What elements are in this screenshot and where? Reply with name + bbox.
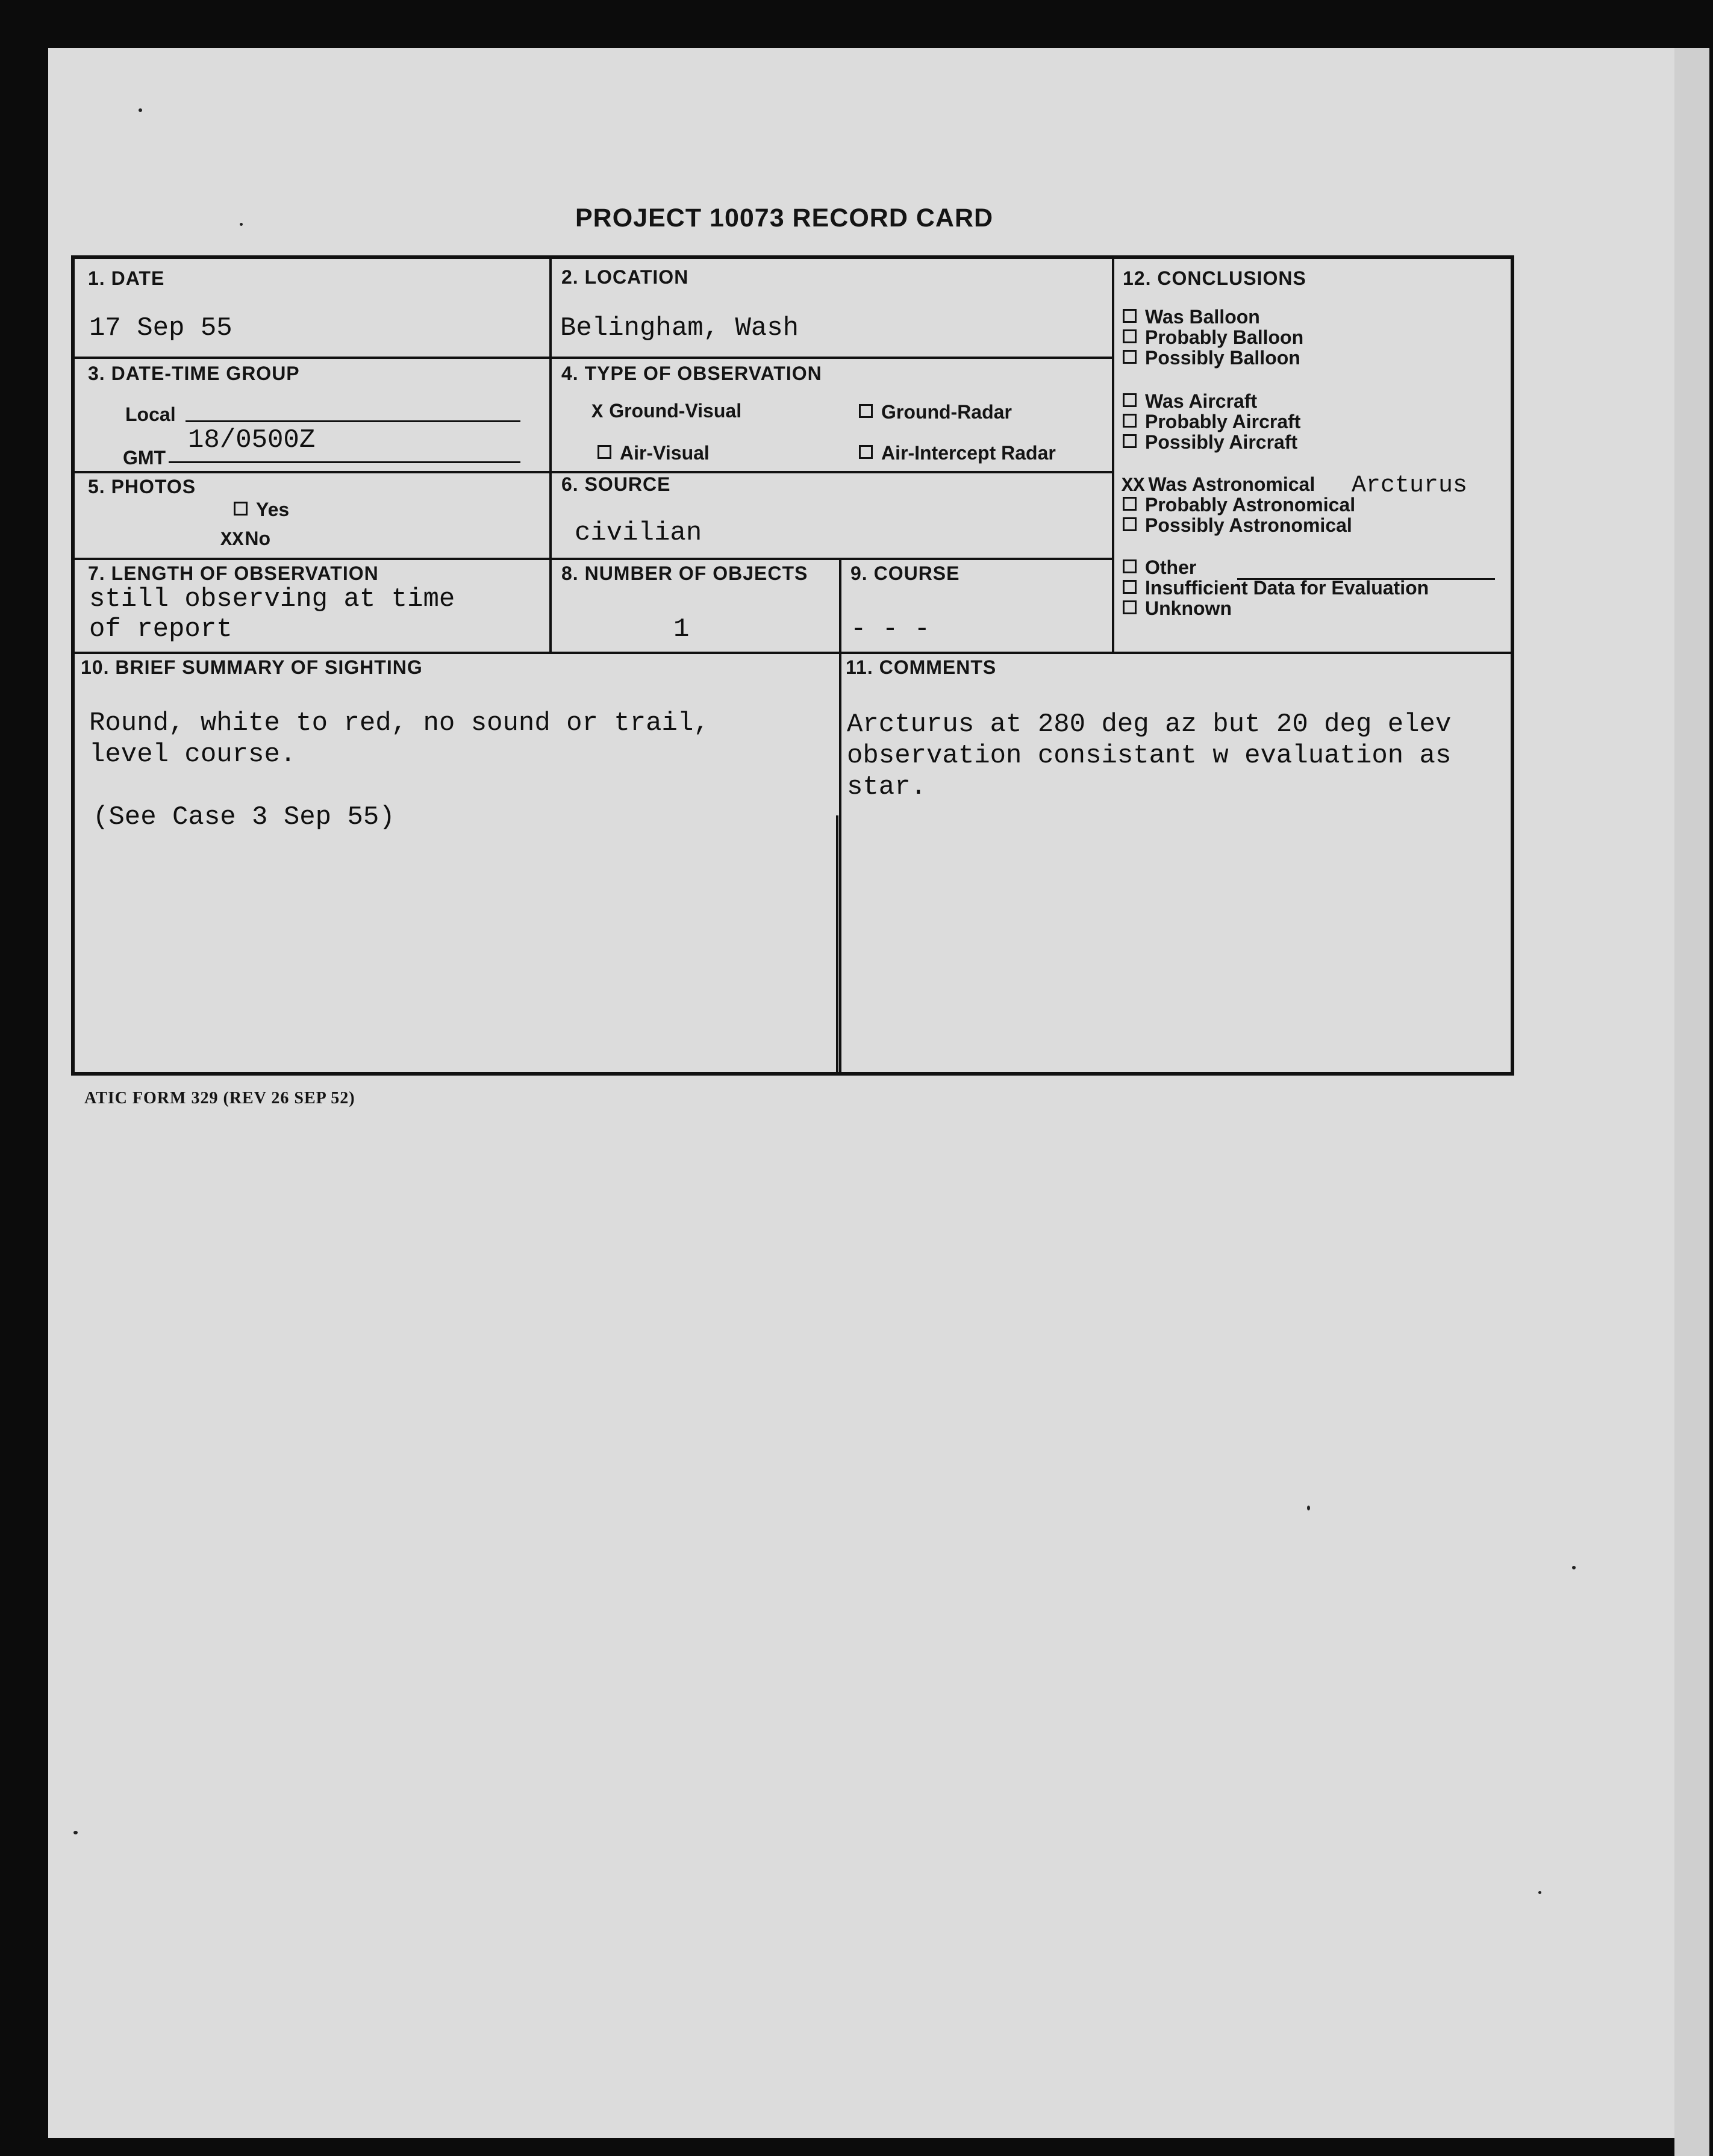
astronomical-value: Arcturus <box>1352 472 1468 499</box>
was-aircraft-checkbox <box>1123 393 1137 407</box>
air-visual-checkbox <box>598 445 611 459</box>
source-label: 6. SOURCE <box>561 473 671 495</box>
possibly-balloon-option <box>1123 347 1300 369</box>
local-label: Local <box>125 403 176 425</box>
unknown-option <box>1123 597 1232 620</box>
paper-edge <box>1674 48 1709 2156</box>
conclusions-label: 12. CONCLUSIONS <box>1123 267 1306 289</box>
air-visual-text: Air-Visual <box>620 442 710 464</box>
photos-no-checkmark: XX <box>220 529 244 551</box>
length-label: 7. LENGTH OF OBSERVATION <box>88 562 379 584</box>
was-astronomical-checkmark: XX <box>1122 475 1145 497</box>
insufficient-data-text: Insufficient Data for Evaluation <box>1145 577 1429 599</box>
unknown-text: Unknown <box>1145 597 1232 619</box>
air-visual-option <box>598 442 710 464</box>
divider-h-1 <box>75 357 1113 359</box>
record-card-form <box>71 255 1514 1076</box>
other-text: Other <box>1145 556 1197 578</box>
local-line <box>186 420 520 422</box>
possibly-aircraft-option <box>1123 431 1297 453</box>
film-speck <box>139 108 142 112</box>
probably-astronomical-text: Probably Astronomical <box>1145 494 1356 516</box>
comments-label: 11. COMMENTS <box>846 656 997 678</box>
probably-aircraft-checkbox <box>1123 414 1137 428</box>
probably-balloon-option <box>1123 326 1303 349</box>
form-footer: ATIC FORM 329 (REV 26 SEP 52) <box>84 1089 355 1108</box>
comments-line-1: Arcturus at 280 deg az but 20 deg elev <box>847 709 1452 740</box>
film-speck <box>240 223 243 226</box>
course-label: 9. COURSE <box>850 562 960 584</box>
photos-no-text: No <box>245 528 271 549</box>
summary-label: 10. BRIEF SUMMARY OF SIGHTING <box>81 656 423 678</box>
other-option <box>1123 556 1196 579</box>
number-of-objects-label: 8. NUMBER OF OBJECTS <box>561 562 808 584</box>
length-line-1: still observing at time <box>89 584 455 614</box>
possibly-aircraft-checkbox <box>1123 434 1137 448</box>
divider-v-3 <box>839 560 841 1076</box>
summary-line-2: level course. <box>89 740 296 770</box>
probably-aircraft-text: Probably Aircraft <box>1145 411 1301 432</box>
date-label: 1. DATE <box>88 267 165 289</box>
was-balloon-text: Was Balloon <box>1145 306 1260 328</box>
was-balloon-option <box>1123 306 1260 328</box>
number-of-objects-value: 1 <box>673 614 690 644</box>
summary-line-1: Round, white to red, no sound or trail, <box>89 708 710 738</box>
was-aircraft-option <box>1123 390 1257 413</box>
divider-v-2 <box>1112 259 1114 652</box>
summary-line-3: (See Case 3 Sep 55) <box>93 802 395 832</box>
divider-h-3 <box>75 558 1113 560</box>
air-intercept-radar-text: Air-Intercept Radar <box>881 442 1056 464</box>
was-astronomical-text: Was Astronomical <box>1148 473 1315 495</box>
date-time-group-label: 3. DATE-TIME GROUP <box>88 363 300 384</box>
ground-radar-option <box>859 401 1012 423</box>
film-speck <box>73 1831 78 1834</box>
possibly-aircraft-text: Possibly Aircraft <box>1145 431 1298 453</box>
air-intercept-radar-option <box>859 442 1056 464</box>
gmt-value: 18/0500Z <box>188 425 316 455</box>
course-value: - - - <box>850 614 931 644</box>
probably-astronomical-checkbox <box>1123 497 1137 511</box>
type-of-observation-label: 4. TYPE OF OBSERVATION <box>561 363 822 384</box>
photos-no-option <box>220 528 270 551</box>
ground-visual-checkmark: X <box>591 401 604 423</box>
possibly-astronomical-option <box>1123 514 1352 537</box>
comments-line-2: observation consistant w evaluation as <box>847 741 1452 771</box>
source-value: civilian <box>575 518 702 548</box>
photos-yes-option <box>234 499 289 521</box>
film-speck <box>1307 1506 1310 1510</box>
possibly-astronomical-checkbox <box>1123 517 1137 531</box>
insufficient-data-checkbox <box>1123 580 1137 594</box>
probably-balloon-text: Probably Balloon <box>1145 326 1304 348</box>
probably-balloon-checkbox <box>1123 329 1137 343</box>
possibly-balloon-text: Possibly Balloon <box>1145 347 1300 369</box>
unknown-checkbox <box>1123 600 1137 614</box>
photos-yes-checkbox <box>234 502 248 516</box>
location-label: 2. LOCATION <box>561 266 689 288</box>
other-checkbox <box>1123 559 1137 573</box>
ground-radar-checkbox <box>859 404 873 418</box>
ground-radar-text: Ground-Radar <box>881 401 1012 423</box>
location-value: Belingham, Wash <box>560 313 799 343</box>
gmt-label: GMT <box>123 447 166 469</box>
air-intercept-radar-checkbox <box>859 445 873 459</box>
probably-astronomical-option <box>1123 494 1355 516</box>
insufficient-data-option <box>1123 577 1429 599</box>
length-line-2: of report <box>89 614 232 644</box>
photos-label: 5. PHOTOS <box>88 476 196 497</box>
probably-aircraft-option <box>1123 411 1300 433</box>
film-speck <box>1572 1566 1576 1569</box>
photos-yes-text: Yes <box>256 499 290 520</box>
was-aircraft-text: Was Aircraft <box>1145 390 1258 412</box>
film-speck <box>1538 1891 1541 1894</box>
divider-v-4 <box>836 815 838 1076</box>
divider-v-1 <box>549 259 552 652</box>
ground-visual-option <box>591 400 741 423</box>
was-balloon-checkbox <box>1123 309 1137 323</box>
date-value: 17 Sep 55 <box>89 313 232 343</box>
ground-visual-text: Ground-Visual <box>609 400 742 422</box>
gmt-line <box>169 461 520 463</box>
divider-h-4 <box>75 652 1511 654</box>
card-title: PROJECT 10073 RECORD CARD <box>575 204 994 232</box>
possibly-balloon-checkbox <box>1123 350 1137 364</box>
possibly-astronomical-text: Possibly Astronomical <box>1145 514 1352 536</box>
comments-line-3: star. <box>847 772 927 802</box>
